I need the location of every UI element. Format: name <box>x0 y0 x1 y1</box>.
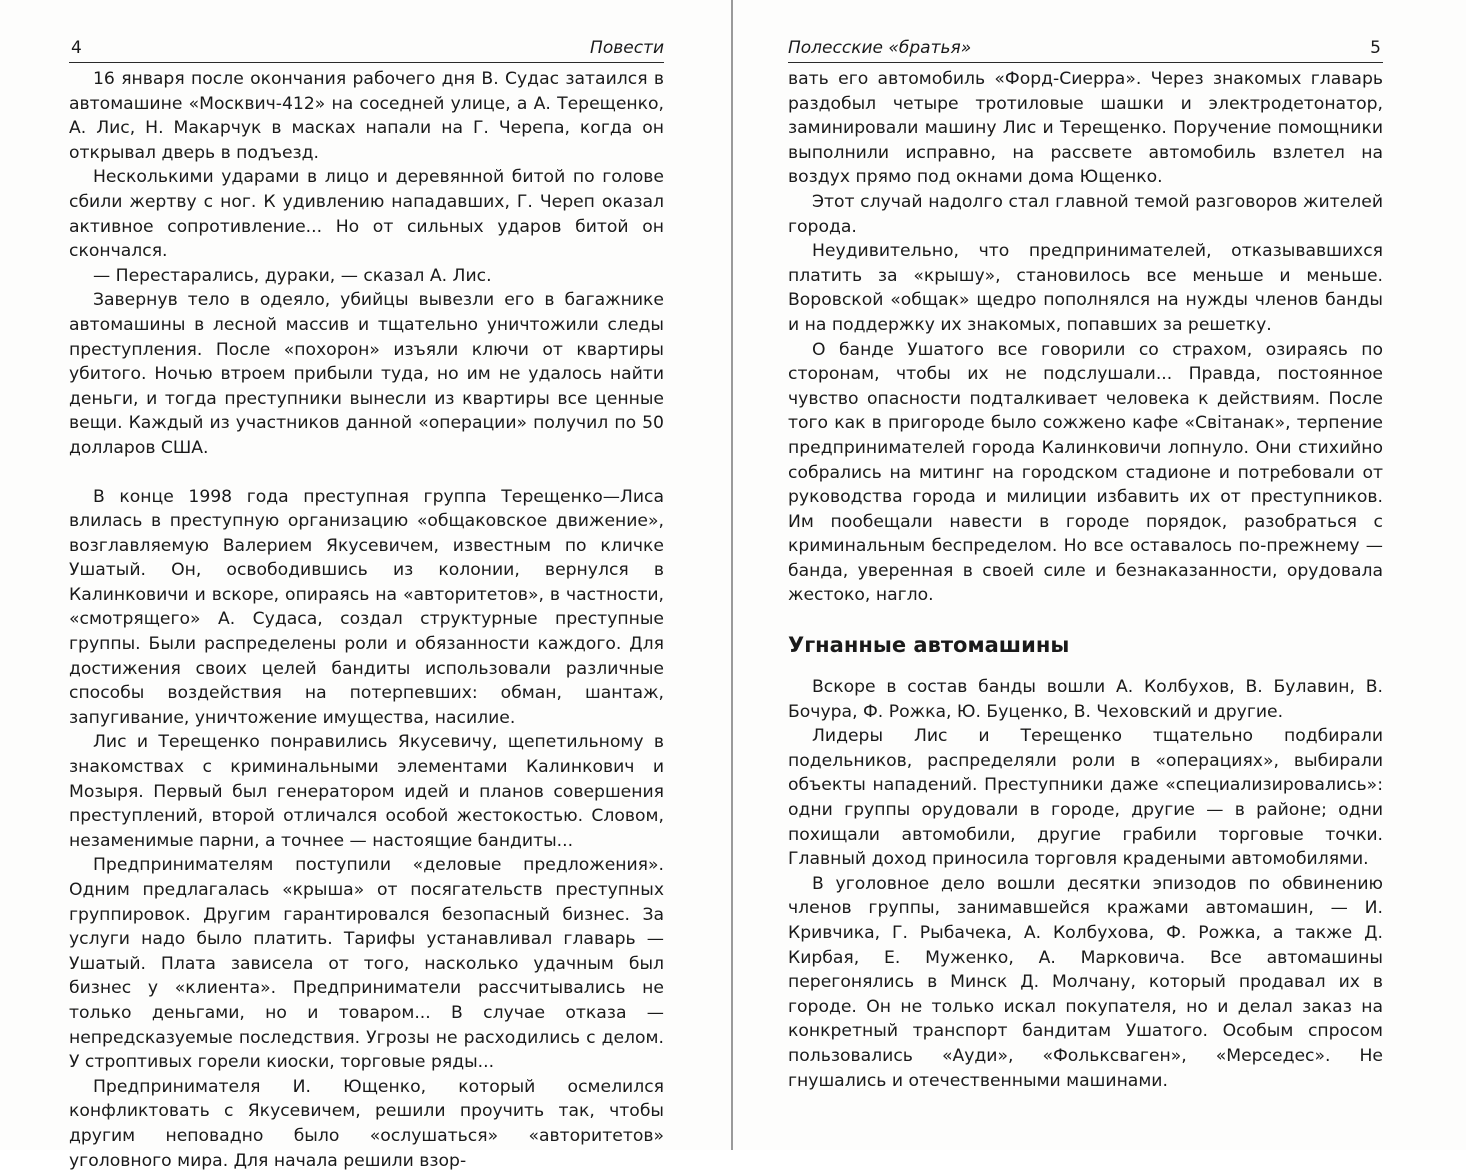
paragraph: О банде Ушатого все говорили со страхом, озираясь по сторонам, чтобы их не подслушали... Правда, постоянное чувство опасности подталкивает человека к действиям. После того как в пригороде было сожжено кафе «Світанак», терпение предпринимателей города Калинковичи лопнуло. Они стихийно собрались на митинг на городском стадионе и потребовали от руководства города и милиции избавить их от преступников. Им пообещали навести в городе порядок, разобраться с криминальным беспределом. Но все оставалось по-прежнему — банда, уверенная в своей силе и безнаказанности, орудовала жестоко, нагло. <box>788 339 1383 606</box>
book-gutter <box>731 0 733 1150</box>
right-page-body <box>788 67 1383 1093</box>
paragraph: вать его автомобиль «Форд-Сиерра». Через знакомых главарь раздобыл четыре тротиловые шашки и электродетонатор, заминировали машину Лис и Терещенко. Поручение помощники выполнили исправно, на рассвете автомобиль взлетел на воздух прямо под окнами дома Ющенко. <box>788 69 1383 188</box>
paragraph: В конце 1998 года преступная группа Терещенко—Лиса влилась в преступную организацию «общаковское движение», возглавляемую Валерием Якусевичем, известным по кличке Ушатый. Он, освободившись из колонии, вернулся в Калинковичи и вскоре, опираясь на «авторитетов», в частности, «смотрящего» А. Судаса, создал структурные преступные группы. Были распределены роли и обязанности каждого. Для достижения своих целей бандиты использовали различные способы воздействия на потерпевших: обман, шантаж, запугивание, уничтожение имущества, насилие. <box>69 486 664 728</box>
left-page-number: 4 <box>71 38 82 58</box>
paragraph: В уголовное дело вошли десятки эпизодов по обвинению членов группы, занимавшейся кражами автомашин, — И. Кривчика, Г. Рыбачека, А. Колбухова, Ф. Рожка, а также Д. Кирбая, Е. Муженко, А. Марковича. Все автомашины перегонялись в Минск Д. Молчану, который продавал их в городе. Он не только искал покупателя, но и делал заказ на конкретный транспорт бандитам Ушатого. Особым спросом пользовались «Ауди», «Фольксваген», «Мерседес». Не гнушались и отечественными машинами. <box>788 873 1383 1091</box>
right-page <box>788 34 1383 1093</box>
paragraph: Несколькими ударами в лицо и деревянной битой по голове сбили жертву с ног. К удивлению нападавших, Г. Череп оказал активное сопротивление... Но от сильных ударов битой он скончался. <box>69 167 664 262</box>
section-break <box>69 461 664 485</box>
paragraph: Лидеры Лис и Терещенко тщательно подбирали подельников, распределяли роли в «операциях», выбирали объекты нападений. Преступники даже «специализировались»: одни группы орудовали в городе, другие — в районе; одни похищали автомобили, другие грабили торговые точки. Главный доход приносила торговля крадеными автомобилями. <box>788 726 1383 870</box>
section-heading: Угнанные автомашины <box>788 633 1070 658</box>
left-running-head <box>69 34 664 63</box>
paragraph: Этот случай надолго стал главной темой разговоров жителей города. <box>788 191 1383 237</box>
left-page <box>69 34 664 1173</box>
left-running-title: Повести <box>590 38 664 58</box>
paragraph: Завернув тело в одеяло, убийцы вывезли его в багажнике автомашины в лесной массив и тщательно уничтожили следы преступления. После «похорон» изъяли ключи от квартиры убитого. Ночью втроем прибыли туда, но им не удалось найти деньги, и тогда преступники вынесли из квартиры все ценные вещи. Каждый из участников данной «операции» получил по 50 долларов США. <box>69 290 664 458</box>
paragraph: — Перестарались, дураки, — сказал А. Лис. <box>93 265 492 286</box>
paragraph: Предпринимателя И. Ющенко, который осмелился конфликтовать с Якусевичем, решили проучить так, чтобы другим неповадно было «ослушаться» «авторитетов» уголовного мира. Для начала решили взор- <box>69 1076 664 1171</box>
left-page-body <box>69 67 664 1173</box>
paragraph: 16 января после окончания рабочего дня В. Судас затаился в автомашине «Москвич-412» на соседней улице, а А. Терещенко, А. Лис, Н. Макарчук в масках напали на Г. Черепа, когда он открывал дверь в подъезд. <box>69 69 664 163</box>
right-page-number: 5 <box>1370 38 1381 58</box>
paragraph: Неудивительно, что предпринимателей, отказывавшихся платить за «крышу», становилось все меньше и меньше. Воровской «общак» щедро пополнялся на нужды членов банды и на поддержку их знакомых, попавших за решетку. <box>788 241 1383 335</box>
paragraph: Предпринимателям поступили «деловые предложения». Одним предлагалась «крыша» от посягательств преступных группировок. Другим гарантировался безопасный бизнес. За услуги надо было платить. Тарифы устанавливал главарь — Ушатый. Плата зависела от того, насколько удачным был бизнес у «клиента». Предприниматели рассчитывались не только деньгами, но и товаром... В случае отказа — непредсказуемые последствия. Угрозы не расходились с делом. У строптивых горели киоски, торговые ряды... <box>69 855 664 1073</box>
paragraph: Вскоре в состав банды вошли А. Колбухов, В. Булавин, В. Бочура, Ф. Рожка, Ю. Буценко, В. Чеховский и другие. <box>788 677 1383 722</box>
right-running-head <box>788 34 1383 63</box>
right-running-title: Полесские «братья» <box>788 38 972 58</box>
paragraph: Лис и Терещенко понравились Якусевичу, щепетильному в знакомствах с криминальными элементами Калинкович и Мозыря. Первый был генератором идей и планов совершения преступлений, второй отличался особой жестокостью. Словом, незаменимые парни, а точнее — настоящие бандиты... <box>69 732 664 851</box>
